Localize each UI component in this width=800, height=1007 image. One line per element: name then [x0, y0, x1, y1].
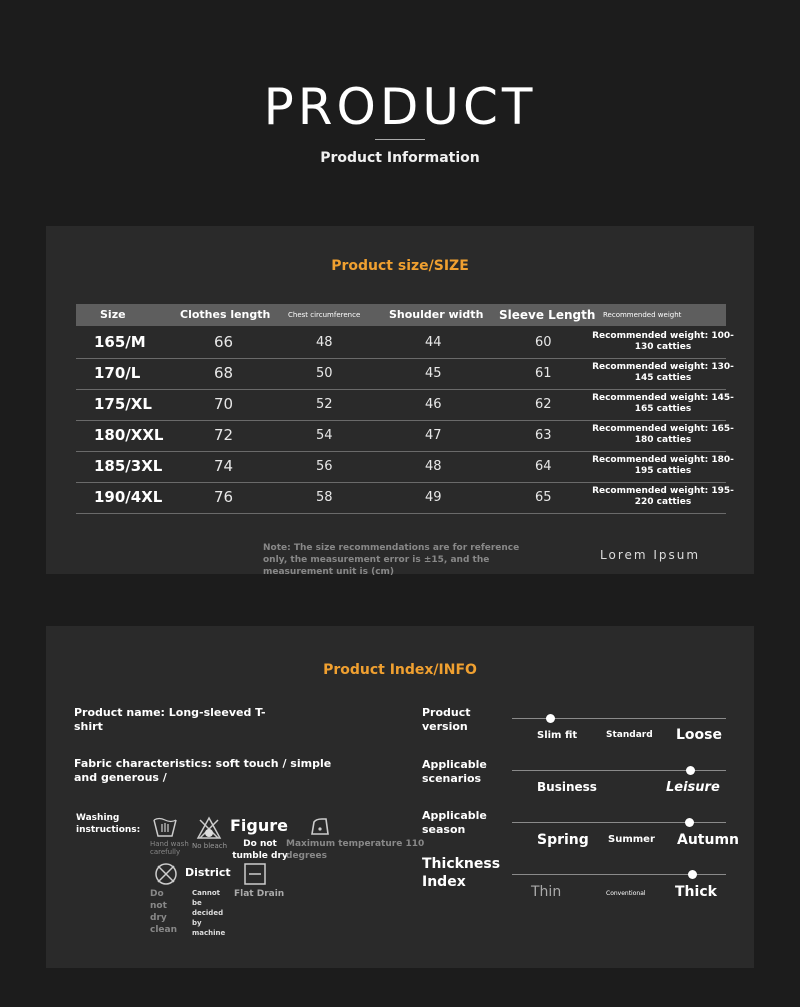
- cell-sleeve: 62: [535, 397, 552, 412]
- flat-drain-text: Flat Drain: [234, 889, 285, 899]
- cell-size: 175/XL: [94, 395, 152, 413]
- figure-label: Figure: [230, 816, 288, 835]
- flat-drain-icon: [243, 862, 267, 890]
- info-section-title: Product Index/INFO: [323, 662, 477, 678]
- col-chest: Chest circumference: [288, 311, 361, 319]
- no-dry-clean-text: Do not dry clean: [150, 889, 178, 935]
- cell-sleeve: 63: [535, 428, 552, 443]
- cell-sleeve: 64: [535, 459, 552, 474]
- no-dry-clean-icon: [154, 862, 178, 890]
- opt-leisure: Leisure: [666, 780, 720, 795]
- cell-chest: 58: [316, 490, 333, 505]
- cell-chest: 54: [316, 428, 333, 443]
- table-row: [76, 358, 734, 390]
- scale-marker-version: [546, 714, 555, 723]
- info-panel: [46, 626, 754, 968]
- cell-chest: 56: [316, 459, 333, 474]
- size-table-header: [76, 304, 726, 326]
- cell-length: 76: [214, 488, 234, 506]
- col-clothes-length: Clothes length: [180, 308, 271, 321]
- scale-line-version: [512, 718, 726, 719]
- opt-autumn: Autumn: [677, 832, 740, 848]
- opt-slim-fit: Slim fit: [537, 730, 578, 741]
- opt-business: Business: [537, 780, 597, 794]
- cell-chest: 48: [316, 335, 333, 350]
- district-label: District: [185, 866, 231, 879]
- cell-length: 74: [214, 457, 234, 475]
- cell-shoulder: 45: [425, 366, 442, 381]
- cell-shoulder: 44: [425, 335, 442, 350]
- fabric-characteristics: Fabric characteristics: soft touch / simple and generous /: [74, 757, 332, 784]
- handwash-text: Hand wash carefully: [150, 840, 189, 856]
- cell-size: 190/4XL: [94, 488, 163, 506]
- cell-shoulder: 49: [425, 490, 442, 505]
- scale-marker-scenarios: [686, 766, 695, 775]
- cell-weight: Recommended weight: 145-165 catties: [592, 393, 734, 414]
- cell-length: 72: [214, 426, 234, 444]
- opt-summer: Summer: [608, 834, 655, 845]
- size-note: Note: The size recommendations are for reference only, the measurement error is ±15, and the measurement unit is (cm): [263, 543, 520, 577]
- max-temp-text: Maximum temperature 110 degrees: [286, 839, 425, 861]
- size-panel: [46, 226, 754, 577]
- table-row: [76, 420, 734, 452]
- opt-standard: Standard: [606, 730, 653, 740]
- table-row: [76, 389, 734, 421]
- opt-conventional: Conventional: [606, 890, 646, 897]
- cell-weight: Recommended weight: 100-130 catties: [592, 331, 734, 352]
- cell-weight: Recommended weight: 195-220 catties: [592, 486, 734, 507]
- product-name: Product name: Long-sleeved T-shirt: [74, 706, 266, 733]
- machine-text: Cannot be decided by machine: [192, 889, 226, 937]
- cell-shoulder: 46: [425, 397, 442, 412]
- cell-sleeve: 60: [535, 335, 552, 350]
- opt-spring: Spring: [537, 832, 589, 848]
- size-section-title: Product size/SIZE: [331, 258, 469, 274]
- no-tumble-text: Do not tumble dry: [232, 839, 288, 861]
- col-sleeve: Sleeve Length: [499, 308, 596, 322]
- page-title: PRODUCT: [263, 78, 537, 136]
- cell-chest: 52: [316, 397, 333, 412]
- cell-size: 185/3XL: [94, 457, 163, 475]
- cell-chest: 50: [316, 366, 333, 381]
- scale-marker-season: [685, 818, 694, 827]
- scale-label-season: Applicable season: [422, 809, 487, 836]
- cell-weight: Recommended weight: 180-195 catties: [592, 455, 734, 476]
- cell-size: 180/XXL: [94, 426, 164, 444]
- cell-sleeve: 65: [535, 490, 552, 505]
- col-weight: Recommended weight: [603, 311, 682, 319]
- scale-label-scenarios: Applicable scenarios: [422, 758, 487, 785]
- cell-sleeve: 61: [535, 366, 552, 381]
- no-bleach-text: No bleach: [192, 842, 228, 850]
- col-shoulder: Shoulder width: [389, 308, 484, 321]
- cell-shoulder: 48: [425, 459, 442, 474]
- scale-label-version: Product version: [422, 706, 471, 733]
- scale-label-thickness: Thickness Index: [422, 856, 501, 890]
- cell-shoulder: 47: [425, 428, 442, 443]
- opt-thick: Thick: [675, 884, 717, 900]
- cell-length: 70: [214, 395, 234, 413]
- cell-length: 68: [214, 364, 234, 382]
- cell-size: 170/L: [94, 364, 141, 382]
- cell-weight: Recommended weight: 165-180 catties: [592, 424, 734, 445]
- table-row: [76, 327, 734, 359]
- washing-label: Washing instructions:: [76, 813, 141, 835]
- title-divider: [375, 139, 425, 140]
- scale-marker-thickness: [688, 870, 697, 879]
- cell-size: 165/M: [94, 333, 146, 351]
- lorem-text: Lorem Ipsum: [600, 548, 701, 562]
- opt-loose: Loose: [676, 727, 722, 743]
- table-row: [76, 482, 734, 514]
- opt-thin: Thin: [531, 884, 562, 900]
- cell-length: 66: [214, 333, 234, 351]
- table-row: [76, 451, 734, 483]
- page-subtitle: Product Information: [320, 150, 480, 166]
- col-size: Size: [100, 308, 126, 321]
- cell-weight: Recommended weight: 130-145 catties: [592, 362, 734, 383]
